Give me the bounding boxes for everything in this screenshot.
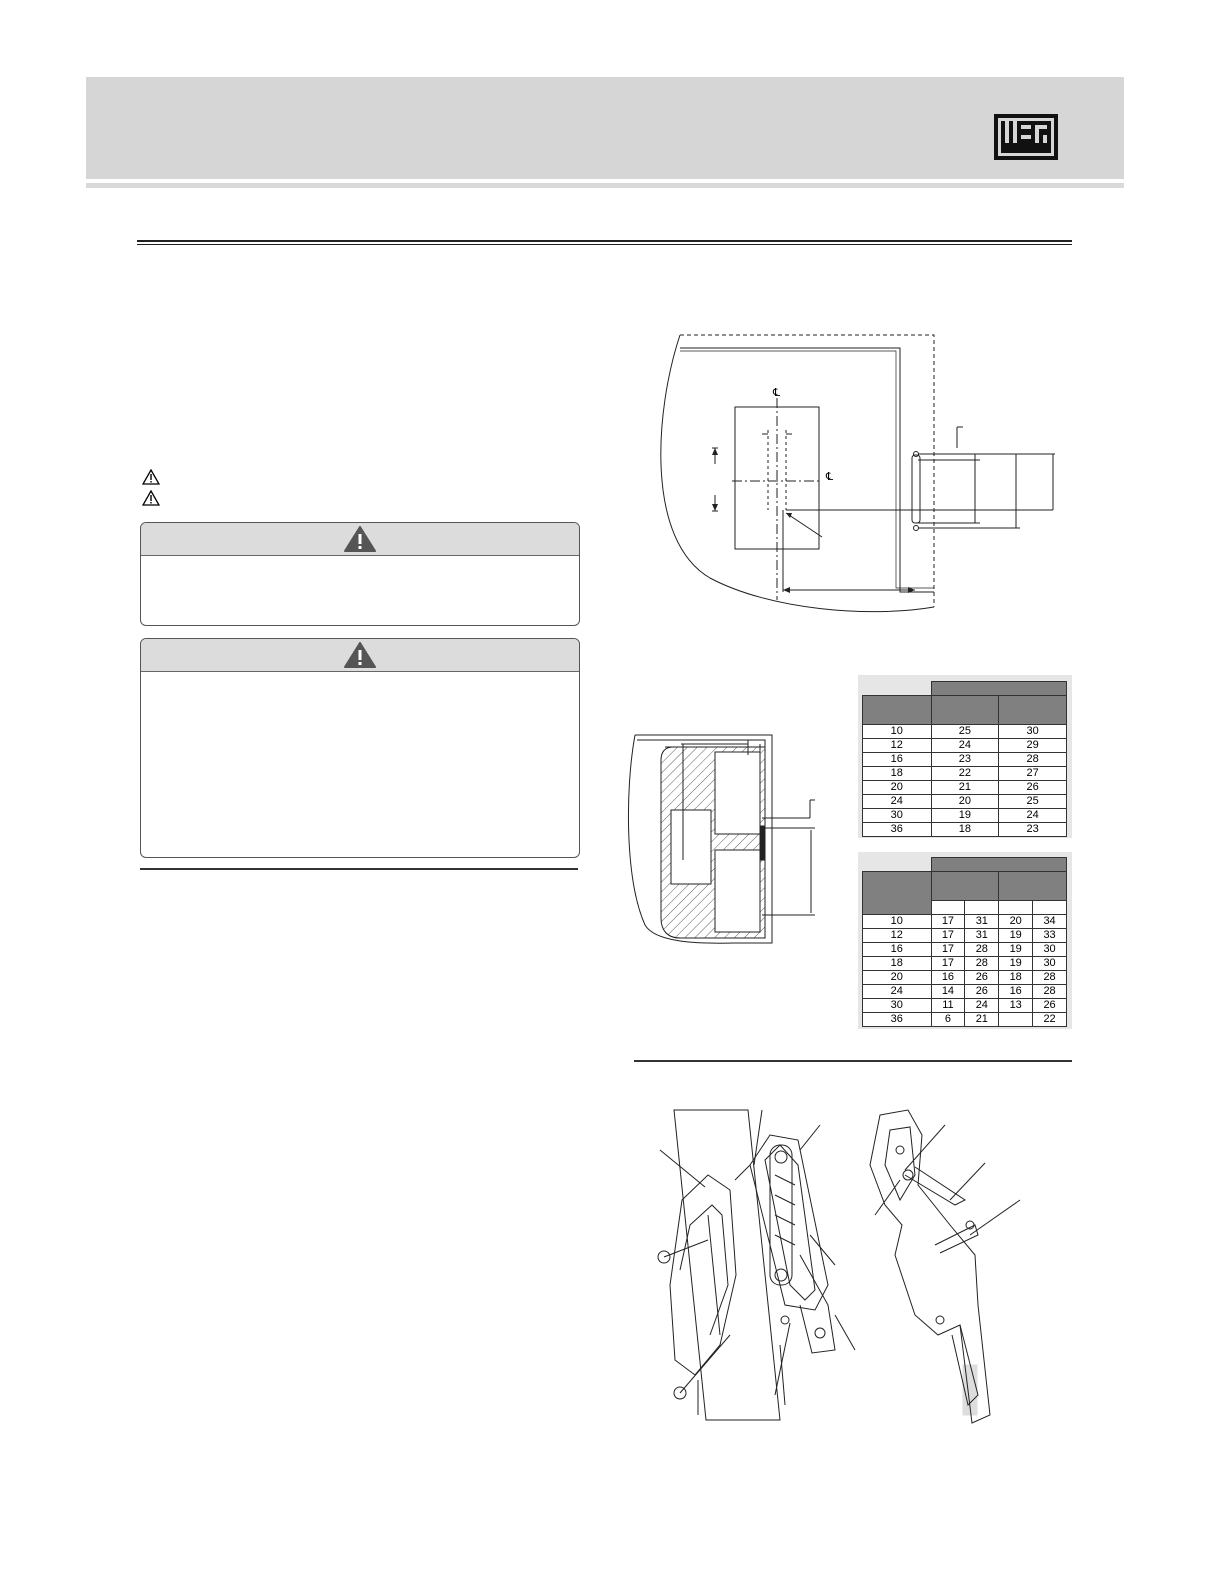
table-cell: 16 [931, 970, 965, 984]
table-cell: 20 [999, 914, 1033, 928]
centerline-symbol: ℄ [826, 471, 834, 483]
table-row [863, 998, 1067, 1012]
table-row [863, 780, 1067, 794]
warning-triangle-icon [142, 469, 160, 485]
table-cell: 28 [1033, 970, 1067, 984]
table-row [863, 822, 1067, 836]
table-cell: 24 [931, 738, 999, 752]
door-cutout-drawing [650, 330, 950, 630]
table-cell: 28 [965, 942, 999, 956]
table-row [863, 970, 1067, 984]
header-stripe [86, 183, 1124, 188]
table-row [863, 752, 1067, 766]
table-cell: 10 [863, 724, 932, 738]
table-cell: 19 [999, 942, 1033, 956]
table-row [863, 928, 1067, 942]
table-cell: 17 [931, 942, 965, 956]
table-cell: 29 [999, 738, 1067, 752]
dimension-table-1 [862, 681, 1067, 837]
table-cell: 16 [863, 752, 932, 766]
table-cell: 28 [965, 956, 999, 970]
section-view-drawing [625, 730, 835, 950]
table-row [863, 808, 1067, 822]
weg-logo [994, 114, 1058, 160]
table-cell: 25 [931, 724, 999, 738]
hinge-assembly-drawing [650, 1105, 890, 1425]
table-cell: 30 [1033, 942, 1067, 956]
table-cell: 18 [999, 970, 1033, 984]
table-row [863, 984, 1067, 998]
table-cell: 30 [863, 808, 932, 822]
title-rule [137, 244, 1072, 245]
table-cell: 27 [999, 766, 1067, 780]
table-cell: 36 [863, 822, 932, 836]
exclamation-triangle-icon [344, 642, 376, 668]
table-cell: 24 [863, 794, 932, 808]
table-cell: 20 [863, 780, 932, 794]
table-cell: 22 [1033, 1012, 1067, 1026]
table-cell: 26 [965, 970, 999, 984]
table-cell: 30 [863, 998, 932, 1012]
table-cell: 33 [1033, 928, 1067, 942]
table-cell: 21 [931, 780, 999, 794]
table-cell [999, 1012, 1033, 1026]
table-cell: 16 [863, 942, 932, 956]
table-cell: 28 [999, 752, 1067, 766]
table-row [863, 724, 1067, 738]
table-cell: 17 [931, 914, 965, 928]
table-cell: 19 [999, 928, 1033, 942]
table-cell: 30 [1033, 956, 1067, 970]
table-cell: 25 [999, 794, 1067, 808]
table-cell: 22 [931, 766, 999, 780]
table-cell: 34 [1033, 914, 1067, 928]
table-cell: 24 [965, 998, 999, 1012]
table-cell: 21 [965, 1012, 999, 1026]
warning-box [140, 522, 580, 626]
table-row [863, 794, 1067, 808]
exclamation-triangle-icon [344, 526, 376, 552]
table-cell: 14 [931, 984, 965, 998]
table-cell: 30 [999, 724, 1067, 738]
table-cell: 19 [931, 808, 999, 822]
caution-box [140, 638, 580, 858]
table-cell: 26 [999, 780, 1067, 794]
table-cell: 26 [965, 984, 999, 998]
table-cell: 28 [1033, 984, 1067, 998]
table-cell: 10 [863, 914, 932, 928]
centerline-symbol: ℄ [773, 387, 781, 399]
warning-triangle-icon [142, 490, 160, 506]
table-row [863, 942, 1067, 956]
table-cell: 18 [863, 766, 932, 780]
table-cell: 18 [863, 956, 932, 970]
table-cell: 31 [965, 914, 999, 928]
table-cell: 16 [999, 984, 1033, 998]
table-cell: 20 [931, 794, 999, 808]
caution-box-header [141, 639, 579, 672]
table-cell: 12 [863, 928, 932, 942]
table-cell: 17 [931, 956, 965, 970]
table-cell: 18 [931, 822, 999, 836]
dimension-table-2 [862, 857, 1067, 1027]
table-cell: 31 [965, 928, 999, 942]
table-row [863, 956, 1067, 970]
table-cell: 23 [931, 752, 999, 766]
table-cell: 20 [863, 970, 932, 984]
table-cell: 24 [863, 984, 932, 998]
header-band [86, 77, 1124, 179]
table-cell: 12 [863, 738, 932, 752]
section-rule [634, 1060, 1072, 1062]
table-cell: 17 [931, 928, 965, 942]
table-row [863, 738, 1067, 752]
table-cell: 13 [999, 998, 1033, 1012]
table-cell: 26 [1033, 998, 1067, 1012]
table-cell: 36 [863, 1012, 932, 1026]
table-row [863, 914, 1067, 928]
table-row [863, 766, 1067, 780]
section-rule [140, 868, 578, 870]
table-cell: 24 [999, 808, 1067, 822]
table-cell: 19 [999, 956, 1033, 970]
table-cell: 11 [931, 998, 965, 1012]
table-row [863, 1012, 1067, 1026]
hinge-detail-drawing [860, 1105, 1040, 1425]
title-rule [137, 240, 1072, 242]
table-cell: 6 [931, 1012, 965, 1026]
warning-box-header [141, 523, 579, 556]
table-cell: 23 [999, 822, 1067, 836]
